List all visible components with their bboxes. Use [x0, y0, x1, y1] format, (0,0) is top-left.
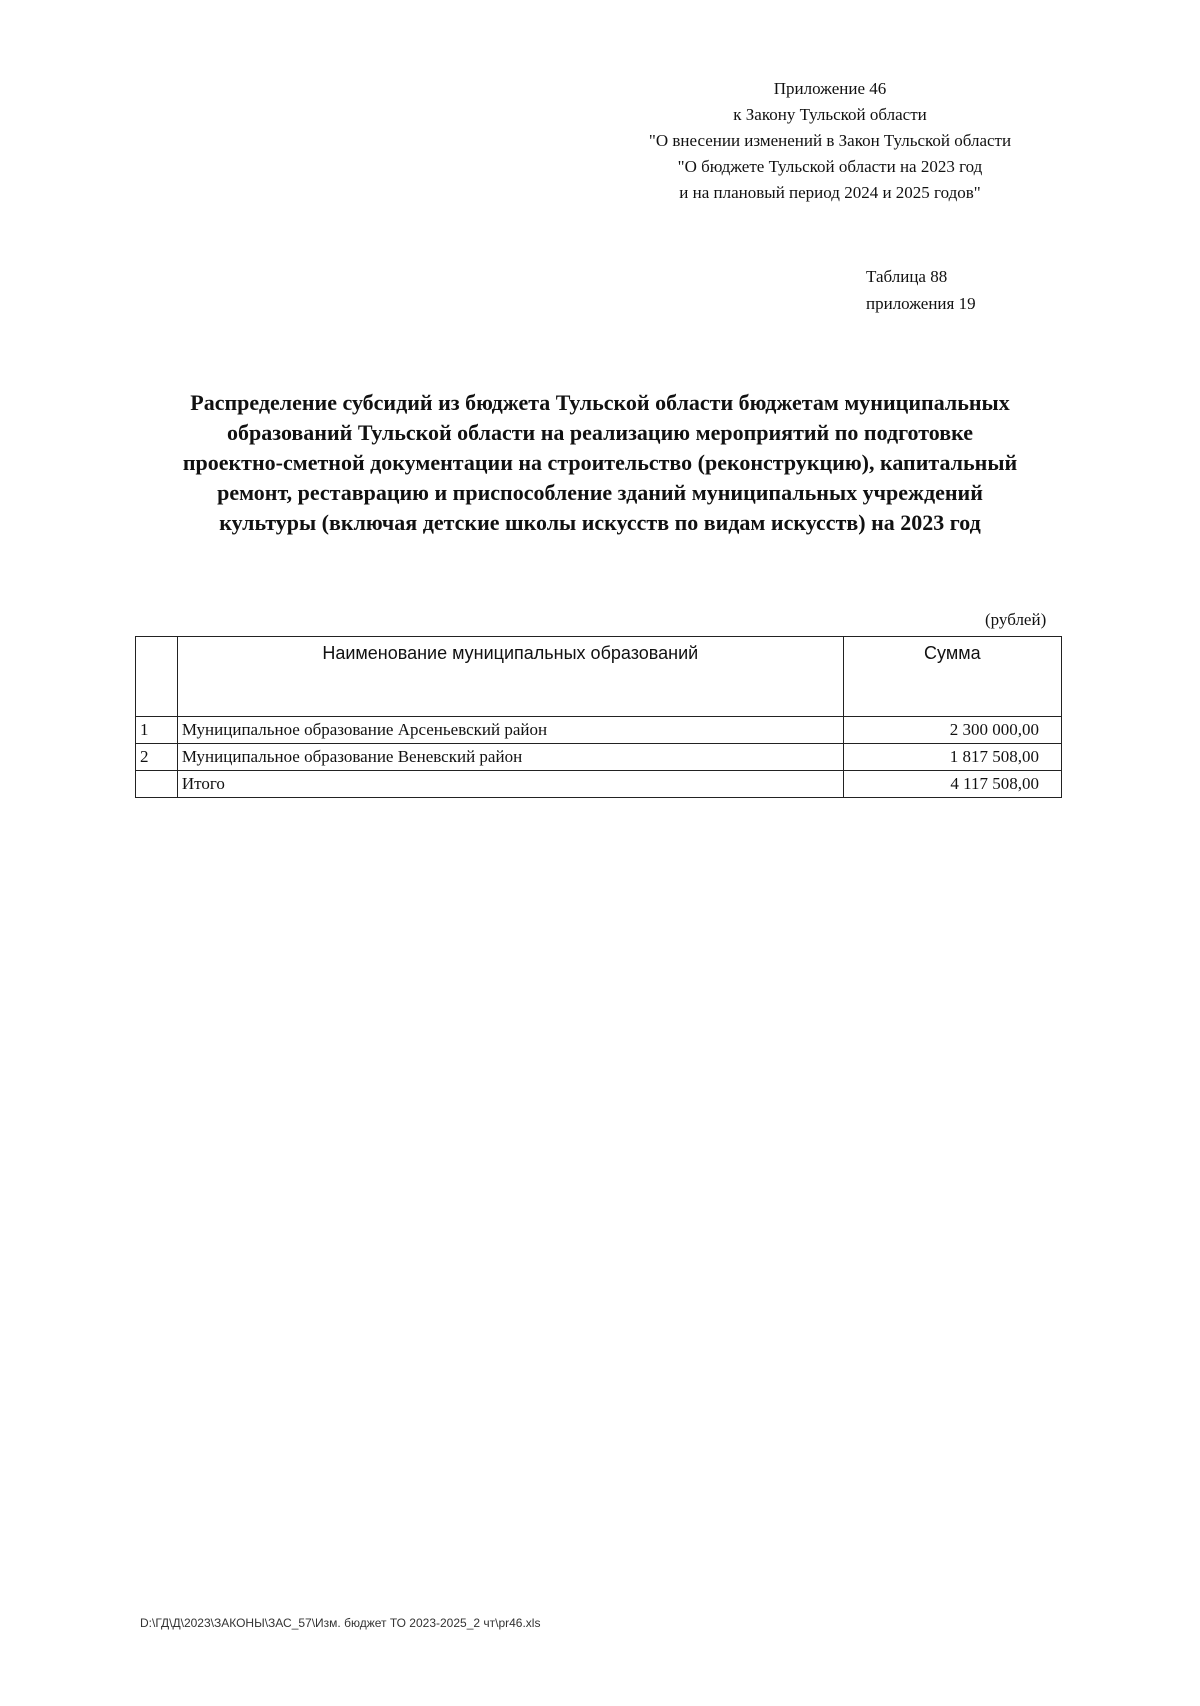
row-number: 1 [136, 717, 178, 744]
row-sum: 1 817 508,00 [843, 744, 1061, 771]
total-label: Итого [177, 771, 843, 798]
table-reference [866, 263, 976, 317]
appendix-line: и на плановый период 2024 и 2025 годов" [679, 183, 981, 202]
header-number [136, 637, 178, 717]
appendix-line: "О бюджете Тульской области на 2023 год [677, 157, 983, 176]
total-sum: 4 117 508,00 [843, 771, 1061, 798]
row-sum: 2 300 000,00 [843, 717, 1061, 744]
appendix-number: приложения 19 [866, 294, 976, 313]
row-number: 2 [136, 744, 178, 771]
title-line: Распределение субсидий из бюджета Тульской области бюджетам муниципальных [190, 390, 1010, 415]
title-line: ремонт, реставрацию и приспособление зданий муниципальных учреждений [217, 480, 983, 505]
title-line: культуры (включая детские школы искусств по видам искусств) на 2023 год [219, 510, 981, 535]
appendix-line: "О внесении изменений в Закон Тульской области [648, 131, 1012, 150]
file-path-footer: D:\ГД\Д\2023\ЗАКОНЫ\ЗАС_57\Изм. бюджет ТО 2023-2025_2 чт\pr46.xls [140, 1616, 541, 1630]
row-number [136, 771, 178, 798]
row-name: Муниципальное образование Арсеньевский район [177, 717, 843, 744]
appendix-reference [600, 76, 1060, 206]
units-label: (рублей) [985, 610, 1047, 629]
header-name: Наименование муниципальных образований [177, 637, 843, 717]
appendix-line: к Закону Тульской области [733, 105, 927, 124]
document-title [110, 388, 1090, 538]
table-number: Таблица 88 [866, 267, 948, 286]
table-row [136, 744, 1062, 771]
appendix-line: Приложение 46 [773, 79, 887, 98]
header-sum: Сумма [843, 637, 1061, 717]
table-row [136, 717, 1062, 744]
table-header-row [136, 637, 1062, 717]
title-line: образований Тульской области на реализацию мероприятий по подготовке [227, 420, 973, 445]
subsidy-table [135, 636, 1062, 798]
table-total-row [136, 771, 1062, 798]
title-line: проектно-сметной документации на строительство (реконструкцию), капитальный [182, 450, 1018, 475]
row-name: Муниципальное образование Веневский район [177, 744, 843, 771]
